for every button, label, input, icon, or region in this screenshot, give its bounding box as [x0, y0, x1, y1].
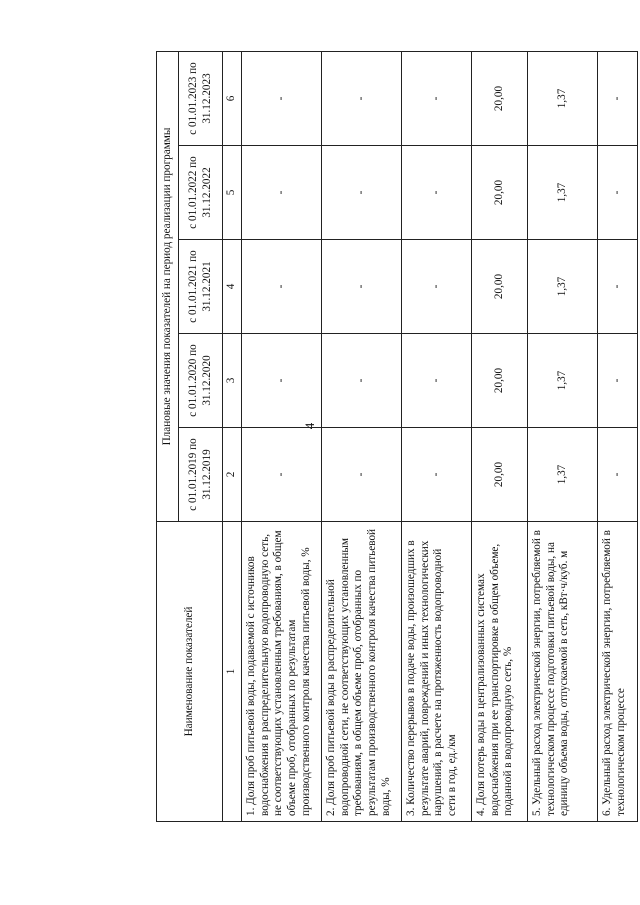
indicators-table [156, 51, 638, 822]
indicator-value: - [598, 146, 638, 240]
indicator-value: - [242, 334, 322, 428]
indicator-value: - [598, 334, 638, 428]
table-row [528, 51, 598, 821]
indicator-value: 1,37 [528, 240, 598, 334]
header-period-2022: с 01.01.2022 по 31.12.2022 [179, 146, 223, 240]
table-row [472, 51, 528, 821]
header-plan-values: Плановые значения показателей на период реализации программы [157, 51, 179, 521]
header-period-2020: с 01.01.2020 по 31.12.2020 [179, 334, 223, 428]
indicator-value: 20,00 [472, 334, 528, 428]
indicator-name: 6. Удельный расход электрической энергии, потребляемой в технологическом процессе [598, 522, 638, 822]
indicator-value: 20,00 [472, 428, 528, 522]
rotated-table-container [156, 52, 628, 822]
header-indicator-name: Наименование показателей [157, 522, 223, 822]
indicator-value: - [402, 240, 472, 334]
indicator-value: - [322, 146, 402, 240]
indicator-value: 20,00 [472, 146, 528, 240]
indicator-value: - [598, 428, 638, 522]
indicator-name: 5. Удельный расход электрической энергии, потребляемой в технологическом процессе подготовки питьевой воды, на единицу объема воды, отпускаемой в сеть, кВт·ч/куб. м [528, 522, 598, 822]
header-period-2021: с 01.01.2021 по 31.12.2021 [179, 240, 223, 334]
indicator-value: - [598, 240, 638, 334]
indicator-value: 1,37 [528, 428, 598, 522]
indicator-value: 20,00 [472, 240, 528, 334]
column-index: 6 [223, 51, 242, 145]
indicator-value: - [242, 51, 322, 145]
indicator-name: 1. Доля проб питьевой воды, подаваемой с источников водоснабжения в распределительную водопроводную сеть, не соответствующих установленным требованиям, в общем объеме проб, отобранных по результатам производственного контроля качества питьевой воды, % [242, 522, 322, 822]
indicator-value: 1,37 [528, 334, 598, 428]
column-index: 2 [223, 428, 242, 522]
indicator-value: - [402, 146, 472, 240]
page-number: 4 [302, 422, 317, 430]
indicator-value: - [598, 51, 638, 145]
table-row [402, 51, 472, 821]
column-index: 5 [223, 146, 242, 240]
indicator-value: - [322, 240, 402, 334]
indicator-name: 2. Доля проб питьевой воды в распределительной водопроводной сети, не соответствующих установленным требованиям, в общем объеме проб, отобранных по результатам производственного контроля качества питьевой воды, % [322, 522, 402, 822]
indicator-value: - [402, 428, 472, 522]
header-period-2019: с 01.01.2019 по 31.12.2019 [179, 428, 223, 522]
indicator-value: - [242, 240, 322, 334]
indicator-value: - [322, 51, 402, 145]
column-index: 4 [223, 240, 242, 334]
table-row [322, 51, 402, 821]
indicator-value: 20,00 [472, 51, 528, 145]
indicator-value: - [242, 146, 322, 240]
indicator-value: 1,37 [528, 146, 598, 240]
indicator-value: - [402, 334, 472, 428]
indicator-value: - [402, 51, 472, 145]
header-period-2023: с 01.01.2023 по 31.12.2023 [179, 51, 223, 145]
column-index: 1 [223, 522, 242, 822]
indicator-value: - [322, 334, 402, 428]
indicator-value: - [242, 428, 322, 522]
indicator-name: 3. Количество перерывов в подаче воды, произошедших в результате аварий, повреждений и иных технологических нарушений, в расчете на протяженность водопроводной сети в год, ед./км [402, 522, 472, 822]
column-index: 3 [223, 334, 242, 428]
table-row [598, 51, 638, 821]
indicator-value: 1,37 [528, 51, 598, 145]
table-row [242, 51, 322, 821]
indicator-name: 4. Доля потерь воды в централизованных системах водоснабжения при ее транспортировке в общем объеме, поданной в водопроводную сеть, % [472, 522, 528, 822]
indicator-value: - [322, 428, 402, 522]
